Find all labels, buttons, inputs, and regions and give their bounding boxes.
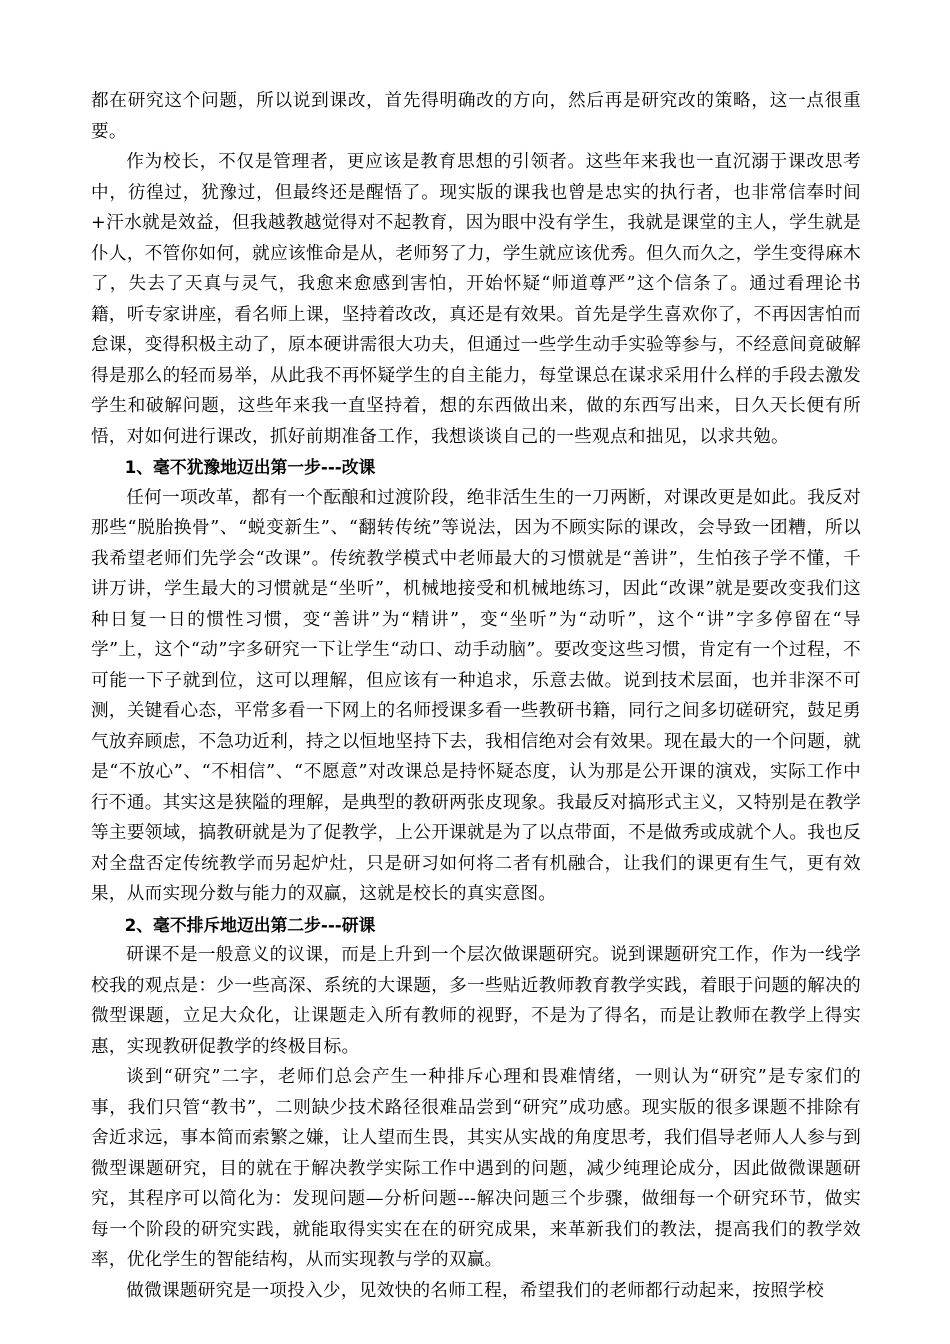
paragraph-intro-continuation: 都在研究这个问题，所以说到课改，首先得明确改的方向，然后再是研究改的策略，这一点很重要。 (91, 91, 861, 142)
paragraph-research-discussion: 谈到“研究”二字，老师们总会产生一种排斥心理和畏难情绪，一则认为“研究”是专家们的事，我们只管“教书”，二则缺少技术路径很难品尝到“研究”成功感。现实版的很多课题不排除有舍近求远，事本简而索繁之嫌，让人望而生畏，其实从实战的角度思考，我们倡导老师人人参与到微型课题研究，目的就在于解决教学实际工作中遇到的问题，减少纯理论成分，因此做微课题研究，其程序可以简化为：发现问题—分析问题---解决问题三个步骤，做细每一个研究环节，做实每一个阶段的研究实践，就能取得实实在在的研究成果，来革新我们的教法，提高我们的教学效率，优化学生的智能结构，从而实现教与学的双赢。 (91, 1067, 861, 1270)
paragraph-principal-reflection: 作为校长，不仅是管理者，更应该是教育思想的引领者。这些年来我也一直沉溺于课改思考中，彷徨过，犹豫过，但最终还是醒悟了。现实版的课我也曾是忠实的执行者，也非常信奉时间+汗水就是效益，但我越教越觉得对不起教育，因为眼中没有学生，我就是课堂的主人，学生就是仆人，不管你如何，就应该惟命是从，老师努了力，学生就应该优秀。但久而久之，学生变得麻木了，失去了天真与灵气，我愈来愈感到害怕，开始怀疑“师道尊严”这个信条了。通过看理论书籍，听专家讲座，看名师上课，坚持着改改，真还是有效果。首先是学生喜欢你了，不再因害怕而怠课，变得积极主动了，原本硬讲需很大功夫，但通过一些学生动手实验等参与，不经意间竟破解得是那么的轻而易举，从此我不再怀疑学生的自主能力，每堂课总在谋求采用什么样的手段去激发学生和破解问题，这些年来我一直坚持着，想的东西做出来，做的东西写出来，日久天长便有所悟，对如何进行课改，抓好前期准备工作，我想谈谈自己的一些观点和拙见，以求共勉。 (91, 152, 861, 447)
section-heading-step-two: 2、毫不排斥地迈出第二步---研课 (124, 914, 376, 935)
paragraph-micro-research: 做微课题研究是一项投入少，见效快的名师工程，希望我们的老师都行动起来，按照学校 (126, 1280, 825, 1301)
paragraph-step-two-body: 研课不是一般意义的议课，而是上升到一个层次做课题研究。说到课题研究工作，作为一线学校我的观点是：少一些高深、系统的大课题，多一些贴近教师教育教学实践，着眼于问题的解决的微型课题，立足大众化，让课题走入所有教师的视野，不是为了得名，而是让教师在教学上得实惠，实现教研促教学的终极目标。 (91, 945, 861, 1057)
paragraph-step-one-body: 任何一项改革，都有一个酝酿和过渡阶段，绝非活生生的一刀两断，对课改更是如此。我反对那些“脱胎换骨”、“蜕变新生”、“翻转传统”等说法，因为不顾实际的课改，会导致一团糟，所以我希望老师们先学会“改课”。传统教学模式中老师最大的习惯就是“善讲”，生怕孩子学不懂，千讲万讲，学生最大的习惯就是“坐听”，机械地接受和机械地练习，因此“改课”就是要改变我们这种日复一日的惯性习惯，变“善讲”为“精讲”，变“坐听”为“动听”，这个“讲”字多停留在“导学”上，这个“动”字多研究一下让学生“动口、动手动脑”。要改变这些习惯，肯定有一个过程，不可能一下子就到位，这可以理解，但应该有一种追求，乐意去做。说到技术层面，也并非深不可测，关键看心态，平常多看一下网上的名师授课多看一些教研书籍，同行之间多切磋研究，鼓足勇气放弃顾虑，不急功近利，持之以恒地坚持下去，我相信绝对会有效果。现在最大的一个问题，就是“不放心”、“不相信”、“不愿意”对改课总是持怀疑态度，认为那是公开课的演戏，实际工作中行不通。其实这是狭隘的理解，是典型的教研两张皮现象。我最反对搞形式主义，又特别是在教学等主要领域，搞教研就是为了促教学，上公开课就是为了以点带面，不是做秀或成就个人。我也反对全盘否定传统教学而另起炉灶，只是研习如何将二者有机融合，让我们的课更有生气，更有效果，从而实现分数与能力的双赢，这就是校长的真实意图。 (91, 487, 861, 904)
section-heading-step-one: 1、毫不犹豫地迈出第一步---改课 (124, 457, 376, 477)
document-page (91, 86, 861, 1306)
